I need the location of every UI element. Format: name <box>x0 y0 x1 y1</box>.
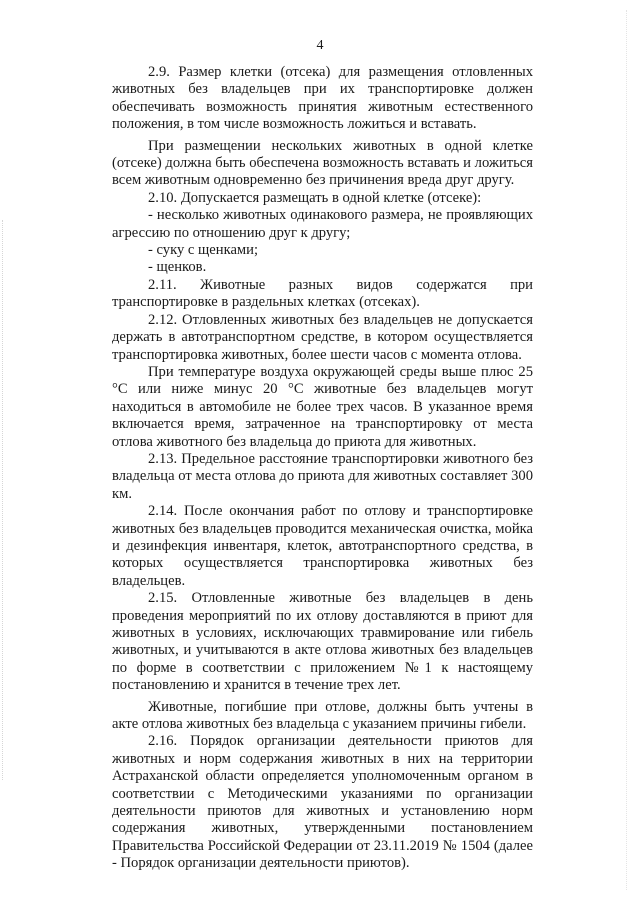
paragraph-dead-animals: Животные, погибшие при отлове, должны быть учтены в акте отлова животных без владельца с указанием причины гибели. <box>112 698 533 733</box>
paragraph-2-10: 2.10. Допускается размещать в одной клетке (отсеке): <box>148 189 482 206</box>
scan-edge-right <box>626 10 629 890</box>
paragraph-multiple-animals: При размещении нескольких животных в одной клетке (отсеке) должна быть обеспечена возможность вставать и ложиться всем животным одновременно без причинения вреда друг другу. <box>112 137 533 189</box>
document-body <box>112 64 533 873</box>
paragraph-2-9: 2.9. Размер клетки (отсека) для размещения отловленных животных без владельцев при их транспортировке должен обеспечивать возможность принятия животным естественного положения, в том числе возможность ложиться и вставать. <box>112 64 533 133</box>
scan-edge-left <box>2 220 5 780</box>
list-item: - суку с щенками; <box>148 242 259 259</box>
paragraph-2-12: 2.12. Отловленных животных без владельцев не допускается держать в автотранспортном средстве, в котором осуществляется транспортировка животных, более шести часов с момента отлова. <box>112 311 533 363</box>
paragraph-2-16: 2.16. Порядок организации деятельности приютов для животных и норм содержания животных в них на территории Астраханской области определяется уполномоченным органом в соответствии с Методическими указаниями по организации деятельности приютов для животных и установлению норм содержания животных, утвержденными постановлением Правительства Российской Федерации от 23.11.2019 № 1504 (далее - Порядок организации деятельности приютов). <box>112 733 533 872</box>
list-item: - щенков. <box>148 259 207 276</box>
page-number: 4 <box>316 38 324 53</box>
paragraph-2-13: 2.13. Предельное расстояние транспортировки животного без владельца от места отлова до приюта для животных составляет 300 км. <box>112 450 533 502</box>
paragraph-2-15: 2.15. Отловленные животные без владельцев в день проведения мероприятий по их отлову доставляются в приют для животных в условиях, исключающих травмирование или гибель животных, и учитываются в акте отлова животных без владельцев по форме в соответствии с приложением №1 к настоящему постановлению и хранится в течение трех лет. <box>112 590 533 694</box>
paragraph-temperature: При температуре воздуха окружающей среды выше плюс 25 °С или ниже минус 20 °С животные без владельцев могут находиться в автомобиле не более трех часов. В указанное время включается время, затраченное на транспортировку от места отлова животного без владельца до приюта для животных. <box>112 363 533 450</box>
paragraph-2-11: 2.11. Животные разных видов содержатся при транспортировке в раздельных клетках (отсеках). <box>112 276 533 311</box>
paragraph-2-14: 2.14. После окончания работ по отлову и транспортировке животных без владельцев проводится механическая очистка, мойка и дезинфекция инвентаря, клеток, автотранспортного средства, в которых осуществляется транспортировка животных без владельцев. <box>112 503 533 589</box>
list-item: - несколько животных одинакового размера, не проявляющих агрессию по отношению друг к другу; <box>112 207 533 241</box>
